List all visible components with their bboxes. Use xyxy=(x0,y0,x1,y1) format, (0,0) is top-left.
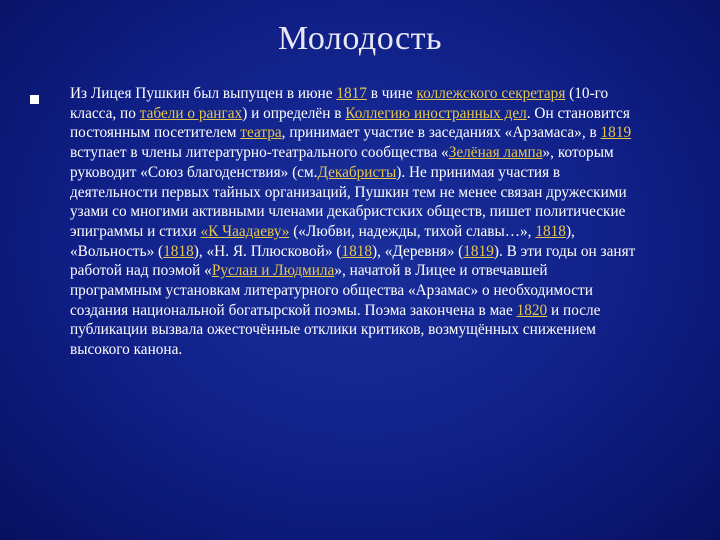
text-run: Из Лицея Пушкин был выпущен в июне xyxy=(70,85,337,102)
hyperlink[interactable]: 1819 xyxy=(600,124,632,142)
text-run: ), «Вольность» ( xyxy=(70,222,575,260)
hyperlink[interactable]: 1818 xyxy=(535,222,566,240)
text-run: , принимает участие в заседаниях «Арзамаса», в xyxy=(281,124,601,142)
slide-body-text xyxy=(70,84,640,360)
text-run: и после публикации вызвала ожесточённые отклики критиков, возмущённых снижением высокого канона. xyxy=(70,301,601,359)
hyperlink[interactable]: 1817 xyxy=(336,85,367,102)
hyperlink[interactable]: «К Чаадаеву» xyxy=(200,222,290,240)
text-run: ) и определён в xyxy=(242,104,346,122)
text-run: ). В эти годы он занят работой над поэмой « xyxy=(70,242,636,280)
hyperlink[interactable]: театра xyxy=(240,124,282,142)
hyperlink[interactable]: Коллегию иностранных дел xyxy=(345,104,527,122)
hyperlink[interactable]: коллежского секретаря xyxy=(416,85,566,102)
text-run: в чине xyxy=(366,85,417,102)
text-run: », начатой в Лицее и отвечавшей программным установкам литературного общества «Арзамас» о необходимости создания национальной богатырской поэмы. Поэма закончена в мае xyxy=(70,262,593,319)
text-run: ), «Н. Я. Плюсковой» ( xyxy=(193,242,342,260)
hyperlink[interactable]: 1820 xyxy=(516,301,548,319)
hyperlink[interactable]: 1818 xyxy=(341,242,373,260)
hyperlink[interactable]: Зелёная лампа xyxy=(448,144,543,162)
text-run: ), «Деревня» ( xyxy=(372,242,464,260)
text-run: ). Не принимая участия в деятельности первых тайных организаций, Пушкин тем не менее связан дружескими узами со многими активными членами декабристских обществ, пишет политические эпиграммы и стихи xyxy=(70,163,627,240)
text-run: », которым руководит «Союз благоденствия» (см. xyxy=(70,144,614,181)
hyperlink[interactable]: Руслан и Людмила xyxy=(211,262,335,280)
text-run: (10-го класса, по xyxy=(70,85,609,122)
slide-title: Молодость xyxy=(277,20,443,57)
bullet-square-icon xyxy=(30,95,39,104)
hyperlink[interactable]: табели о рангах xyxy=(139,104,243,122)
hyperlink[interactable]: Декабристы xyxy=(317,163,397,181)
hyperlink[interactable]: 1818 xyxy=(163,242,194,260)
hyperlink[interactable]: 1819 xyxy=(463,242,494,260)
text-run: («Любви, надежды, тихой славы…», xyxy=(289,222,536,240)
text-run: . Он становится постоянным посетителем xyxy=(70,104,630,142)
text-run: вступает в члены литературно-театрального сообщества « xyxy=(70,144,449,162)
